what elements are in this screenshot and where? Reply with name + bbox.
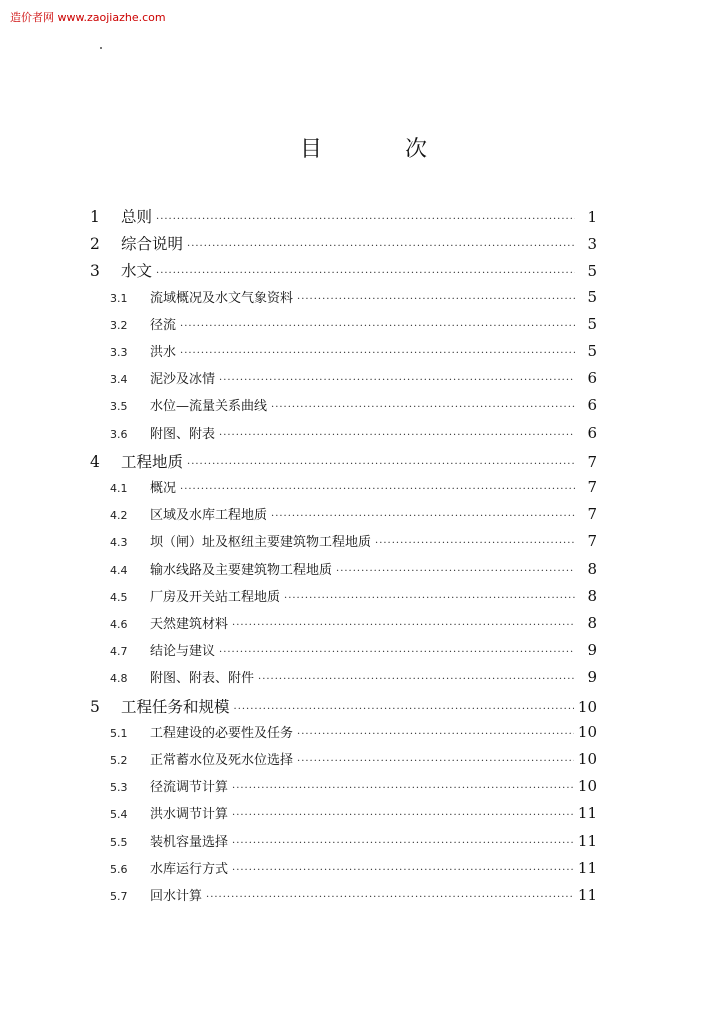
toc-section-entry[interactable] — [110, 667, 597, 686]
toc-entry-number: 5.2 — [110, 754, 128, 767]
toc-entry-page-number: 9 — [587, 668, 597, 687]
toc-dot-leader — [219, 375, 575, 386]
toc-entry-page-number: 10 — [577, 750, 597, 768]
toc-entry-page-number: 3 — [587, 235, 597, 254]
toc-entry-page-number: 10 — [577, 722, 597, 741]
toc-entry-number: 3.5 — [110, 400, 128, 414]
toc-entry-page-number: 10 — [577, 697, 597, 716]
toc-chapter-entry[interactable] — [90, 259, 597, 281]
toc-dot-leader — [232, 865, 574, 876]
toc-dot-leader — [336, 566, 575, 577]
toc-dot-leader — [375, 538, 575, 549]
toc-section-entry[interactable] — [110, 314, 597, 333]
toc-section-entry[interactable] — [110, 477, 597, 496]
toc-section-entry[interactable] — [110, 640, 597, 659]
toc-entry-number: 4.8 — [110, 672, 128, 686]
page-title: 目 次 — [300, 137, 465, 162]
toc-dot-leader — [258, 674, 575, 685]
toc-section-entry[interactable] — [110, 287, 597, 306]
toc-entry-title: 厂房及开关站工程地质 — [150, 589, 281, 605]
toc-dot-leader — [297, 729, 574, 740]
toc-dot-leader — [187, 241, 575, 252]
toc-entry-number: 3.6 — [110, 427, 128, 441]
toc-dot-leader — [271, 511, 575, 522]
toc-entry-number: 5.7 — [110, 890, 128, 903]
toc-chapter-entry[interactable] — [90, 232, 597, 254]
toc-entry-title: 天然建筑材料 — [150, 617, 229, 632]
toc-entry-page-number: 5 — [587, 287, 597, 306]
toc-section-entry[interactable] — [110, 368, 597, 387]
toc-entry-title: 区域及水库工程地质 — [150, 508, 268, 524]
toc-entry-page-number: 11 — [577, 886, 597, 904]
toc-dot-leader — [187, 459, 575, 470]
toc-entry-title: 装机容量选择 — [150, 834, 229, 850]
toc-dot-leader — [219, 430, 575, 441]
toc-entry-page-number: 11 — [577, 831, 597, 850]
toc-entry-number: 2 — [90, 235, 100, 254]
toc-entry-title: 水文 — [121, 262, 153, 281]
toc-entry-page-number: 5 — [587, 262, 597, 281]
toc-entry-page-number: 6 — [587, 423, 597, 442]
toc-entry-title: 综合说明 — [121, 235, 184, 254]
toc-section-entry[interactable] — [110, 586, 597, 605]
toc-dot-leader — [284, 593, 575, 604]
toc-dot-leader — [232, 810, 574, 821]
toc-entry-page-number: 5 — [587, 314, 597, 333]
toc-entry-number: 3.4 — [110, 373, 128, 387]
toc-entry-page-number: 11 — [577, 804, 597, 823]
toc-entry-title: 洪水调节计算 — [150, 807, 229, 823]
toc-entry-title: 总则 — [121, 208, 153, 226]
toc-dot-leader — [232, 620, 575, 631]
toc-entry-title: 工程建设的必要性及任务 — [150, 725, 294, 741]
toc-entry-title: 径流调节计算 — [150, 780, 229, 796]
toc-entry-page-number: 7 — [587, 505, 597, 524]
toc-entry-page-number: 7 — [587, 532, 597, 551]
toc-entry-page-number: 5 — [587, 342, 597, 360]
toc-section-entry[interactable] — [110, 559, 597, 578]
toc-dot-leader — [156, 268, 575, 279]
toc-entry-title: 回水计算 — [150, 889, 203, 904]
toc-entry-page-number: 9 — [587, 641, 597, 660]
toc-entry-page-number: 7 — [587, 452, 597, 471]
toc-entry-title: 水库运行方式 — [150, 861, 229, 877]
toc-section-entry[interactable] — [110, 722, 597, 741]
toc-dot-leader — [232, 838, 574, 849]
toc-chapter-entry[interactable] — [90, 205, 597, 227]
toc-entry-page-number: 8 — [587, 586, 597, 605]
toc-entry-page-number: 8 — [587, 559, 597, 578]
toc-section-entry[interactable] — [110, 831, 597, 850]
toc-dot-leader — [206, 892, 574, 903]
toc-entry-title: 附图、附表 — [150, 426, 216, 442]
toc-section-entry[interactable] — [110, 531, 597, 550]
toc-entry-title: 坝（闸）址及枢纽主要建筑物工程地质 — [150, 535, 372, 551]
toc-entry-page-number: 11 — [577, 858, 597, 877]
toc-dot-leader — [180, 484, 575, 495]
toc-dot-leader — [297, 294, 575, 305]
toc-entry-page-number: 6 — [587, 396, 597, 415]
toc-entry-number: 4.5 — [110, 590, 128, 604]
toc-entry-number: 3 — [90, 262, 100, 281]
toc-dot-leader — [180, 348, 575, 359]
toc-entry-title: 工程地质 — [121, 452, 184, 471]
toc-dot-leader — [234, 704, 574, 715]
toc-section-entry[interactable] — [110, 341, 597, 360]
toc-section-entry[interactable] — [110, 749, 597, 768]
toc-entry-number: 4.3 — [110, 536, 128, 550]
toc-entry-page-number: 10 — [577, 777, 597, 796]
toc-entry-number: 5.3 — [110, 781, 128, 795]
toc-dot-leader — [156, 214, 575, 225]
toc-dot-leader — [219, 647, 575, 658]
toc-entry-title: 工程任务和规模 — [121, 697, 230, 716]
toc-entry-number: 1 — [90, 208, 100, 226]
toc-entry-title: 结论与建议 — [150, 644, 216, 660]
toc-entry-number: 4.6 — [110, 618, 128, 631]
toc-section-entry[interactable] — [110, 776, 597, 795]
toc-dot-leader — [232, 783, 574, 794]
toc-section-entry[interactable] — [110, 504, 597, 523]
toc-entry-number: 4.2 — [110, 509, 128, 523]
toc-section-entry[interactable] — [110, 423, 597, 442]
toc-dot-leader — [297, 756, 574, 767]
toc-entry-title: 正常蓄水位及死水位选择 — [150, 753, 294, 768]
toc-entry-title: 附图、附表、附件 — [150, 671, 255, 687]
toc-entry-title: 输水线路及主要建筑物工程地质 — [150, 562, 333, 578]
watermark-text: 造价者网 www.zaojiazhe.com — [10, 11, 166, 24]
toc-entry-title: 概况 — [150, 481, 177, 496]
toc-entry-title: 泥沙及冰情 — [150, 372, 216, 388]
toc-entry-number: 5 — [90, 697, 100, 716]
toc-entry-title: 径流 — [150, 317, 177, 333]
toc-entry-number: 4 — [90, 452, 100, 471]
toc-entry-number: 4.1 — [110, 482, 128, 495]
toc-section-entry[interactable] — [110, 803, 597, 822]
toc-entry-number: 5.5 — [110, 835, 128, 849]
toc-entry-title: 流域概况及水文气象资料 — [150, 290, 294, 306]
toc-entry-number: 3.1 — [110, 291, 128, 305]
toc-section-entry[interactable] — [110, 395, 597, 414]
toc-entry-title: 水位—流量关系曲线 — [150, 399, 268, 415]
toc-entry-number: 5.4 — [110, 808, 128, 822]
toc-entry-number: 4.7 — [110, 645, 128, 659]
toc-entry-number: 5.1 — [110, 726, 128, 740]
toc-entry-number: 4.4 — [110, 563, 128, 577]
toc-entry-number: 3.3 — [110, 346, 128, 359]
toc-dot-leader — [180, 321, 575, 332]
toc-entry-page-number: 6 — [587, 369, 597, 388]
toc-section-entry[interactable] — [110, 858, 597, 877]
toc-entry-page-number: 8 — [587, 614, 597, 632]
toc-entry-title: 洪水 — [150, 345, 177, 360]
toc-entry-page-number: 1 — [587, 208, 597, 226]
toc-entry-number: 3.2 — [110, 318, 128, 332]
toc-section-entry[interactable] — [110, 613, 597, 632]
toc-section-entry[interactable] — [110, 885, 597, 904]
toc-chapter-entry[interactable] — [90, 695, 597, 717]
toc-dot-leader — [271, 402, 575, 413]
toc-entry-number: 5.6 — [110, 862, 128, 876]
toc-entry-page-number: 7 — [587, 478, 597, 496]
toc-chapter-entry[interactable] — [90, 450, 597, 472]
